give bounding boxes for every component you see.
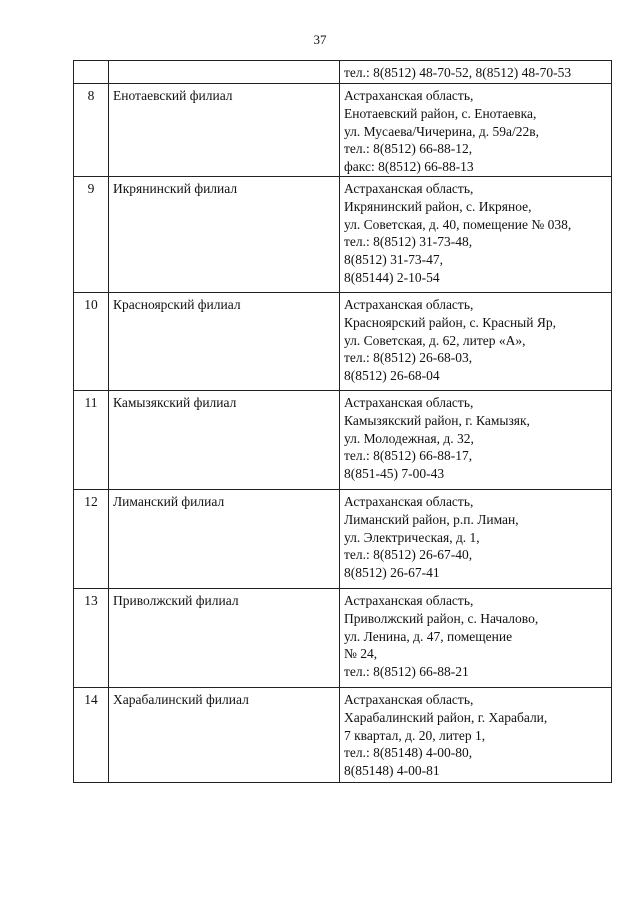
address-line: Приволжский район, с. Началово,: [344, 610, 539, 626]
row-number: 12: [74, 489, 109, 588]
address-line: Красноярский район, с. Красный Яр,: [344, 314, 556, 330]
row-number: 14: [74, 687, 109, 782]
branch-name: [109, 61, 340, 84]
branch-address: [340, 588, 612, 687]
address-line: 8(8512) 26-67-41: [344, 565, 440, 581]
branch-address: [340, 61, 612, 84]
address-line: 8(851-45) 7-00-43: [344, 466, 445, 482]
branch-address: [340, 687, 612, 782]
address-line: ул. Мусаева/Чичерина, д. 59а/22в,: [344, 123, 539, 139]
address-line: Енотаевский район, с. Енотаевка,: [344, 105, 537, 121]
table-row: [74, 84, 612, 177]
address-line: Харабалинский район, г. Харабали,: [344, 709, 548, 725]
branch-address: [340, 292, 612, 390]
table-row: [74, 176, 612, 292]
address-line: тел.: 8(8512) 66-88-21: [344, 664, 469, 680]
address-line: 7 квартал, д. 20, литер 1,: [344, 727, 486, 743]
table-row: [74, 390, 612, 489]
row-number: 10: [74, 292, 109, 390]
branch-name: Икрянинский филиал: [109, 176, 340, 292]
branch-name: Харабалинский филиал: [109, 687, 340, 782]
address-line: тел.: 8(8512) 26-68-03,: [344, 350, 473, 366]
row-number: 11: [74, 390, 109, 489]
address-line: ул. Советская, д. 62, литер «А»,: [344, 332, 526, 348]
table-row: [74, 61, 612, 84]
branches-table: [73, 60, 612, 783]
row-number: 9: [74, 176, 109, 292]
address-line: Икрянинский район, с. Икряное,: [344, 198, 532, 214]
address-line: тел.: 8(8512) 31-73-48,: [344, 234, 473, 250]
address-line: 8(8512) 31-73-47,: [344, 252, 443, 268]
address-line: Астраханская область,: [344, 691, 474, 707]
branch-name: Лиманский филиал: [109, 489, 340, 588]
address-line: 8(85144) 2-10-54: [344, 269, 440, 285]
branch-address: [340, 176, 612, 292]
row-number: 8: [74, 84, 109, 177]
branch-address: [340, 489, 612, 588]
address-line: тел.: 8(85148) 4-00-80,: [344, 745, 473, 761]
address-line: факс: 8(8512) 66-88-13: [344, 159, 474, 175]
row-number: 13: [74, 588, 109, 687]
address-line: 8(85148) 4-00-81: [344, 763, 440, 779]
address-line: тел.: 8(8512) 66-88-12,: [344, 141, 473, 157]
branch-name: Красноярский филиал: [109, 292, 340, 390]
branch-address: [340, 390, 612, 489]
address-line: Астраханская область,: [344, 88, 474, 103]
address-line: ул. Советская, д. 40, помещение № 038,: [344, 216, 572, 232]
branches-table-body: [74, 61, 612, 783]
page-number: 37: [313, 32, 327, 47]
table-row: [74, 588, 612, 687]
address-line: Астраханская область,: [344, 394, 474, 410]
branch-name: Приволжский филиал: [109, 588, 340, 687]
address-line: Астраханская область,: [344, 180, 474, 196]
address-line: № 24,: [344, 646, 378, 662]
address-line: тел.: 8(8512) 26-67-40,: [344, 547, 473, 563]
branch-name: Енотаевский филиал: [109, 84, 340, 177]
address-line: тел.: 8(8512) 66-88-17,: [344, 448, 473, 464]
row-number: [74, 61, 109, 84]
table-row: [74, 489, 612, 588]
branch-name: Камызякский филиал: [109, 390, 340, 489]
address-line: Астраханская область,: [344, 592, 474, 608]
address-line: Камызякский район, г. Камызяк,: [344, 412, 530, 428]
address-line: Астраханская область,: [344, 296, 474, 312]
address-line: ул. Молодежная, д. 32,: [344, 430, 474, 446]
address-line: Лиманский район, р.п. Лиман,: [344, 511, 519, 527]
table-row: [74, 292, 612, 390]
branch-address: [340, 84, 612, 177]
address-line: ул. Ленина, д. 47, помещение: [344, 628, 513, 644]
table-row: [74, 687, 612, 782]
address-line: ул. Электрическая, д. 1,: [344, 529, 480, 545]
address-line: Астраханская область,: [344, 493, 474, 509]
address-line: 8(8512) 26-68-04: [344, 368, 440, 384]
address-line: тел.: 8(8512) 48-70-52, 8(8512) 48-70-53: [344, 65, 572, 80]
